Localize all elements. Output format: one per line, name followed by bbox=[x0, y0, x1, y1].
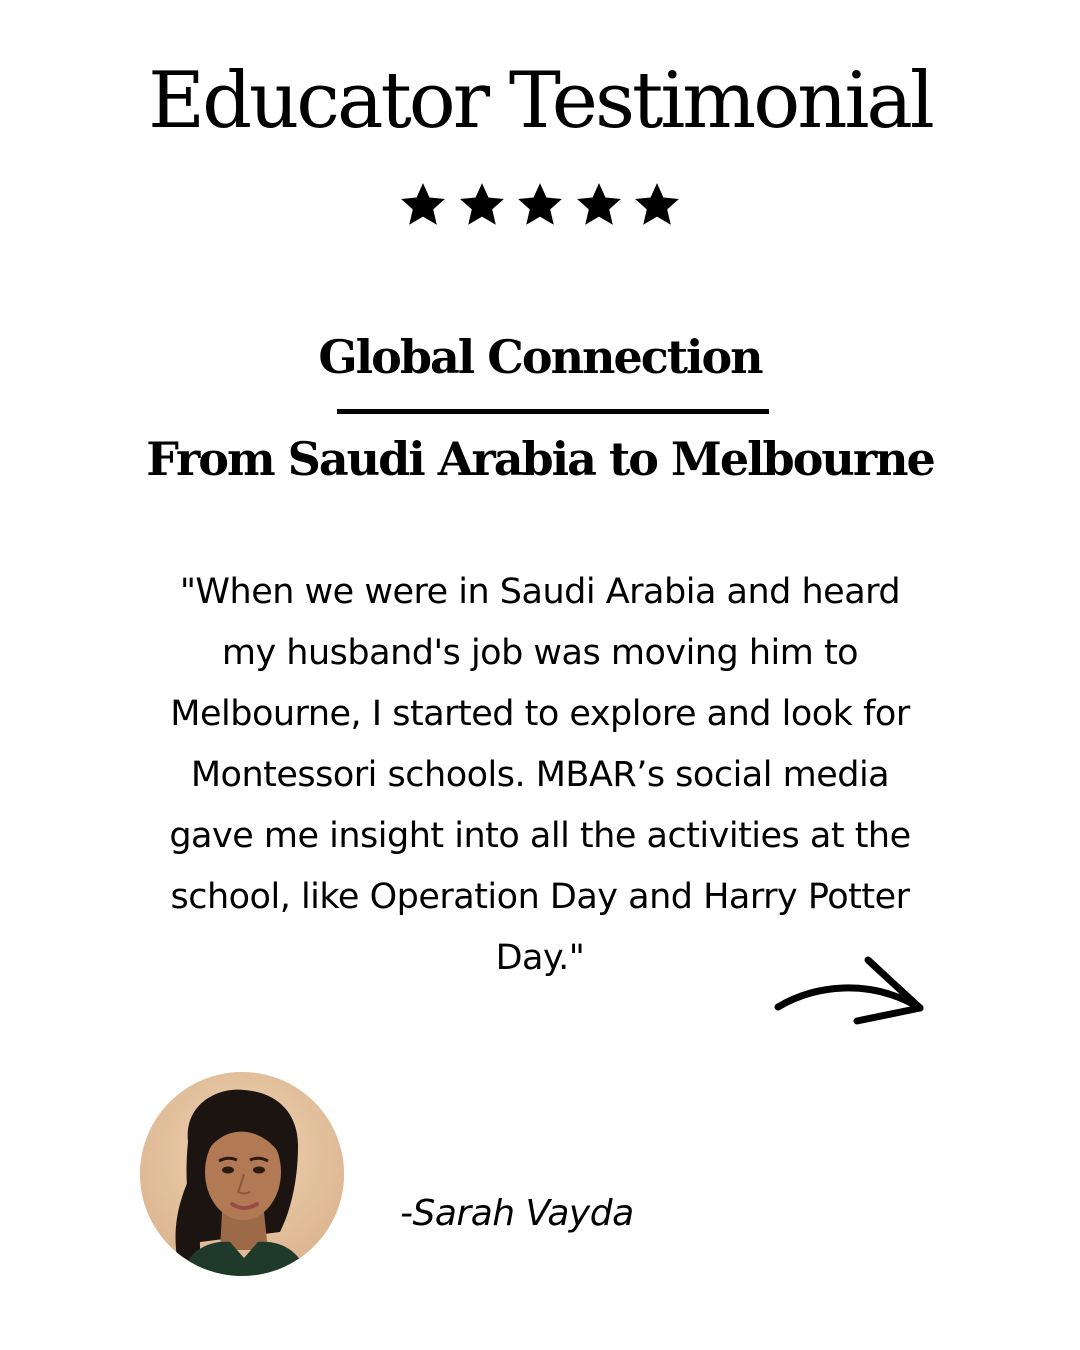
curved-arrow-right-icon[interactable] bbox=[770, 950, 935, 1030]
avatar bbox=[140, 1072, 344, 1276]
section-heading: Global Connection bbox=[318, 330, 762, 384]
star-rating bbox=[398, 180, 682, 232]
author-name: -Sarah Vayda bbox=[400, 1193, 634, 1234]
page-title: Educator Testimonial bbox=[148, 56, 932, 146]
star-icon bbox=[398, 180, 448, 230]
person-portrait-image bbox=[140, 1072, 344, 1276]
star-icon bbox=[515, 180, 565, 230]
section-subheading: From Saudi Arabia to Melbourne bbox=[146, 432, 934, 486]
testimonial-quote: "When we were in Saudi Arabia and heard my husband's job was moving him to Melbourne, I started to explore and look for Montessori schools. MBAR’s social media gave me insight into all the activities at the school, like Operation Day and Harry Potter Day." bbox=[169, 572, 911, 978]
divider bbox=[337, 409, 769, 414]
star-icon bbox=[457, 180, 507, 230]
star-icon bbox=[574, 180, 624, 230]
star-icon bbox=[632, 180, 682, 230]
